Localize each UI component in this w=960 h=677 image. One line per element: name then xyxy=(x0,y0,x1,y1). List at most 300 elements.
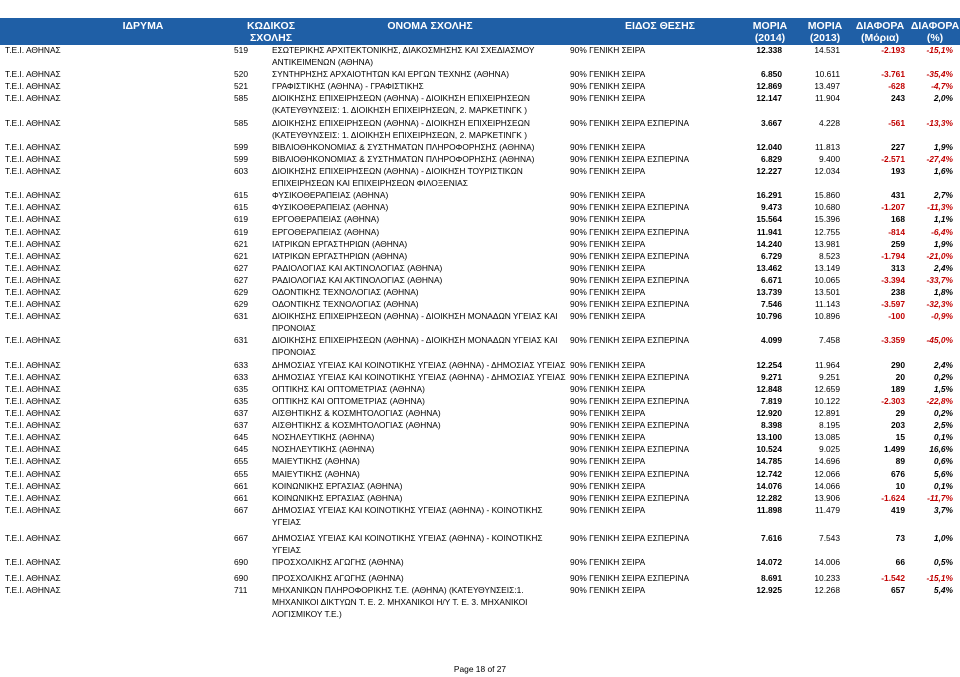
school-name-cell: ΔΗΜΟΣΙΑΣ ΥΓΕΙΑΣ ΚΑΙ ΚΟΙΝΟΤΙΚΗΣ ΥΓΕΙΑΣ (ΑΘΗΝΑ) - ΔΗΜΟΣΙΑΣ ΥΓΕΙΑΣ xyxy=(272,371,566,382)
code-cell: 661 xyxy=(234,480,248,491)
moria-2013-cell: 7.543 xyxy=(819,533,840,543)
institution-cell: Τ.Ε.Ι. ΑΘΗΝΑΣ xyxy=(5,214,61,225)
moria-2014-cell: 12.742 xyxy=(756,468,782,479)
code-cell: 615 xyxy=(234,190,248,201)
position-type-cell: 90% ΓΕΝΙΚΗ ΣΕΙΡΑ xyxy=(570,383,646,394)
diff-points-cell: -2.571 xyxy=(881,153,905,164)
diff-percent-cell: 16,6% xyxy=(929,444,953,455)
diff-points-cell: 10 xyxy=(895,480,905,491)
position-type-cell: 90% ΓΕΝΙΚΗ ΣΕΙΡΑ ΕΣΠΕΡΙΝΑ xyxy=(570,202,690,213)
position-type-cell: 90% ΓΕΝΙΚΗ ΣΕΙΡΑ xyxy=(570,557,646,568)
school-name-cell: ΠΡΟΣΧΟΛΙΚΗΣ ΑΓΩΓΗΣ (ΑΘΗΝΑ) xyxy=(272,557,404,568)
page-title: ΣΥΓΚΡΙΤΙΚΟ ΒΑΣΕΩΝ --ΕΠΙΛΟΓΗ 90% ΓΕΛ,ΕΠΑΛΒ-- 2014 & 2013 xyxy=(242,0,718,17)
code-cell: 655 xyxy=(234,468,248,479)
institution-cell: Τ.Ε.Ι. ΑΘΗΝΑΣ xyxy=(5,166,61,176)
diff-points-cell: 29 xyxy=(895,408,905,418)
school-name-cell: ΦΥΣΙΚΟΘΕΡΑΠΕΙΑΣ (ΑΘΗΝΑ) xyxy=(272,202,389,213)
code-cell: 645 xyxy=(234,444,248,455)
moria-2013-cell: 15.860 xyxy=(814,190,840,201)
institution-cell: Τ.Ε.Ι. ΑΘΗΝΑΣ xyxy=(5,226,61,237)
school-name-cell: ΑΙΣΘΗΤΙΚΗΣ & ΚΟΣΜΗΤΟΛΟΓΙΑΣ (ΑΘΗΝΑ) xyxy=(272,420,441,431)
position-type-cell: 90% ΓΕΝΙΚΗ ΣΕΙΡΑ xyxy=(570,504,646,515)
institution-cell: Τ.Ε.Ι. ΑΘΗΝΑΣ xyxy=(5,492,61,503)
moria-2014-cell: 8.691 xyxy=(761,573,782,584)
institution-cell: Τ.Ε.Ι. ΑΘΗΝΑΣ xyxy=(5,299,61,310)
institution-cell: Τ.Ε.Ι. ΑΘΗΝΑΣ xyxy=(5,311,61,322)
moria-2013-cell: 14.696 xyxy=(814,456,840,467)
moria-2014-cell: 6.829 xyxy=(761,153,782,164)
code-cell: 627 xyxy=(234,262,248,273)
position-type-cell: 90% ΓΕΝΙΚΗ ΣΕΙΡΑ xyxy=(570,456,646,467)
moria-2014-cell: 14.240 xyxy=(756,238,782,249)
institution-cell: Τ.Ε.Ι. ΑΘΗΝΑΣ xyxy=(5,504,61,515)
moria-2013-cell: 10.896 xyxy=(814,311,840,322)
diff-percent-cell: -11,3% xyxy=(927,202,953,213)
code-cell: 667 xyxy=(234,533,248,543)
diff-points-cell: -814 xyxy=(888,226,905,237)
diff-points-cell: 20 xyxy=(895,371,905,382)
code-cell: 690 xyxy=(234,573,248,584)
moria-2014-cell: 6.729 xyxy=(761,250,782,261)
diff-percent-cell: -6,4% xyxy=(931,226,953,237)
diff-percent-cell: 5,6% xyxy=(933,468,953,479)
moria-2013-cell: 9.400 xyxy=(819,153,840,164)
moria-2013-cell: 10.065 xyxy=(814,274,840,285)
code-cell: 667 xyxy=(234,504,248,515)
code-cell: 645 xyxy=(234,432,248,443)
diff-points-cell: -1.794 xyxy=(881,250,905,261)
diff-percent-cell: 1,5% xyxy=(933,383,953,394)
diff-percent-cell: 2,7% xyxy=(933,190,953,201)
institution-cell: Τ.Ε.Ι. ΑΘΗΝΑΣ xyxy=(5,371,61,382)
diff-percent-cell: 1,9% xyxy=(933,238,953,249)
position-type-cell: 90% ΓΕΝΙΚΗ ΣΕΙΡΑ xyxy=(570,81,646,92)
diff-percent-cell: -27,4% xyxy=(926,153,953,164)
diff-percent-cell: 0,5% xyxy=(933,557,953,568)
code-cell: 637 xyxy=(234,420,248,431)
code-cell: 629 xyxy=(234,287,248,297)
institution-cell: Τ.Ε.Ι. ΑΘΗΝΑΣ xyxy=(5,383,61,394)
moria-2014-cell: 7.616 xyxy=(761,533,782,543)
diff-percent-cell: -0,9% xyxy=(931,311,953,322)
diff-points-cell: 431 xyxy=(891,190,905,201)
position-type-cell: 90% ΓΕΝΙΚΗ ΣΕΙΡΑ ΕΣΠΕΡΙΝΑ xyxy=(570,420,690,431)
moria-2014-cell: 12.925 xyxy=(756,585,782,596)
position-type-cell: 90% ΓΕΝΙΚΗ ΣΕΙΡΑ ΕΣΠΕΡΙΝΑ xyxy=(570,153,690,164)
diff-percent-cell: 0,6% xyxy=(933,456,953,467)
code-cell: 637 xyxy=(234,408,248,418)
school-name-cell: ΡΑΔΙΟΛΟΓΙΑΣ ΚΑΙ ΑΚΤΙΝΟΛΟΓΙΑΣ (ΑΘΗΝΑ) xyxy=(272,262,443,273)
code-cell: 585 xyxy=(234,93,248,104)
diff-points-cell: 89 xyxy=(895,456,905,467)
moria-2014-cell: 12.848 xyxy=(756,383,782,394)
diff-percent-cell: 2,4% xyxy=(933,262,953,273)
diff-points-cell: 419 xyxy=(891,504,905,515)
header-diff-percent: ΔΙΑΦΟΡΑ (%) xyxy=(910,20,960,44)
diff-percent-cell: 1,0% xyxy=(933,533,953,543)
diff-percent-cell: -22,8% xyxy=(926,395,953,406)
moria-2014-cell: 12.147 xyxy=(756,93,782,104)
school-name-cell: ΔΙΟΙΚΗΣΗΣ ΕΠΙΧΕΙΡΗΣΕΩΝ (ΑΘΗΝΑ) - ΔΙΟΙΚΗΣΗ ΜΟΝΑΔΩΝ ΥΓΕΙΑΣ ΚΑΙ ΠΡΟΝΟΙΑΣ xyxy=(272,311,558,334)
moria-2013-cell: 4.228 xyxy=(819,117,840,128)
diff-points-cell: 73 xyxy=(895,533,905,543)
position-type-cell: 90% ΓΕΝΙΚΗ ΣΕΙΡΑ ΕΣΠΕΡΙΝΑ xyxy=(570,371,690,382)
table-header xyxy=(0,18,960,45)
diff-points-cell: 259 xyxy=(891,238,905,249)
institution-cell: Τ.Ε.Ι. ΑΘΗΝΑΣ xyxy=(5,468,61,479)
diff-percent-cell: 0,2% xyxy=(933,408,953,418)
code-cell: 690 xyxy=(234,557,248,568)
moria-2014-cell: 12.040 xyxy=(756,141,782,152)
school-name-cell: ΙΑΤΡΙΚΩΝ ΕΡΓΑΣΤΗΡΙΩΝ (ΑΘΗΝΑ) xyxy=(272,250,408,261)
code-cell: 619 xyxy=(234,214,248,225)
diff-points-cell: 189 xyxy=(891,383,905,394)
code-cell: 631 xyxy=(234,311,248,322)
moria-2013-cell: 10.122 xyxy=(814,395,840,406)
code-cell: 599 xyxy=(234,141,248,152)
moria-2014-cell: 14.076 xyxy=(756,480,782,491)
school-name-cell: ΝΟΣΗΛΕΥΤΙΚΗΣ (ΑΘΗΝΑ) xyxy=(272,432,375,443)
header-code: ΚΩΔΙΚΟΣ ΣΧΟΛΗΣ xyxy=(246,20,296,44)
institution-cell: Τ.Ε.Ι. ΑΘΗΝΑΣ xyxy=(5,585,61,596)
position-type-cell: 90% ΓΕΝΙΚΗ ΣΕΙΡΑ ΕΣΠΕΡΙΝΑ xyxy=(570,492,690,503)
school-name-cell: ΝΟΣΗΛΕΥΤΙΚΗΣ (ΑΘΗΝΑ) xyxy=(272,444,375,455)
position-type-cell: 90% ΓΕΝΙΚΗ ΣΕΙΡΑ xyxy=(570,166,646,176)
diff-points-cell: 1.499 xyxy=(884,444,905,455)
moria-2014-cell: 4.099 xyxy=(761,335,782,346)
header-type: ΕΙΔΟΣ ΘΕΣΗΣ xyxy=(625,20,695,32)
moria-2013-cell: 13.906 xyxy=(814,492,840,503)
diff-percent-cell: 1,6% xyxy=(933,166,953,176)
position-type-cell: 90% ΓΕΝΙΚΗ ΣΕΙΡΑ xyxy=(570,190,646,201)
institution-cell: Τ.Ε.Ι. ΑΘΗΝΑΣ xyxy=(5,456,61,467)
school-name-cell: ΔΙΟΙΚΗΣΗΣ ΕΠΙΧΕΙΡΗΣΕΩΝ (ΑΘΗΝΑ) - ΔΙΟΙΚΗΣΗ ΜΟΝΑΔΩΝ ΥΓΕΙΑΣ ΚΑΙ ΠΡΟΝΟΙΑΣ xyxy=(272,335,558,358)
code-cell: 635 xyxy=(234,395,248,406)
code-cell: 629 xyxy=(234,299,248,310)
position-type-cell: 90% ΓΕΝΙΚΗ ΣΕΙΡΑ ΕΣΠΕΡΙΝΑ xyxy=(570,444,690,455)
school-name-cell: ΡΑΔΙΟΛΟΓΙΑΣ ΚΑΙ ΑΚΤΙΝΟΛΟΓΙΑΣ (ΑΘΗΝΑ) xyxy=(272,274,443,285)
diff-points-cell: -1.542 xyxy=(881,573,905,584)
diff-percent-cell: 1,1% xyxy=(933,214,953,225)
diff-points-cell: -3.394 xyxy=(881,274,905,285)
page-footer: Page 18 of 27 xyxy=(453,664,507,674)
moria-2013-cell: 11.904 xyxy=(815,93,840,104)
moria-2014-cell: 12.338 xyxy=(756,45,782,55)
diff-percent-cell: -32,3% xyxy=(926,299,953,310)
position-type-cell: 90% ΓΕΝΙΚΗ ΣΕΙΡΑ xyxy=(570,585,646,596)
diff-points-cell: 238 xyxy=(891,287,905,297)
diff-percent-cell: 0,1% xyxy=(933,432,953,443)
diff-points-cell: 168 xyxy=(891,214,905,225)
diff-points-cell: -100 xyxy=(888,311,905,322)
code-cell: 711 xyxy=(234,585,248,596)
diff-percent-cell: -13,3% xyxy=(926,117,953,128)
code-cell: 655 xyxy=(234,456,248,467)
header-moria-2013: ΜΟΡΙΑ (2013) xyxy=(807,20,843,44)
code-cell: 603 xyxy=(234,166,248,176)
moria-2014-cell: 13.739 xyxy=(756,287,782,297)
institution-cell: Τ.Ε.Ι. ΑΘΗΝΑΣ xyxy=(5,250,61,261)
moria-2014-cell: 3.667 xyxy=(761,117,782,128)
diff-percent-cell: -15,1% xyxy=(926,45,953,55)
moria-2014-cell: 12.869 xyxy=(756,81,782,92)
position-type-cell: 90% ΓΕΝΙΚΗ ΣΕΙΡΑ xyxy=(570,69,646,80)
school-name-cell: ΟΠΤΙΚΗΣ ΚΑΙ ΟΠΤΟΜΕΤΡΙΑΣ (ΑΘΗΝΑ) xyxy=(272,383,425,394)
school-name-cell: ΒΙΒΛΙΟΘΗΚΟΝΟΜΙΑΣ & ΣΥΣΤΗΜΑΤΩΝ ΠΛΗΡΟΦΟΡΗΣΗΣ (ΑΘΗΝΑ) xyxy=(272,141,535,152)
position-type-cell: 90% ΓΕΝΙΚΗ ΣΕΙΡΑ xyxy=(570,93,646,104)
moria-2014-cell: 16.291 xyxy=(756,190,782,201)
moria-2013-cell: 12.659 xyxy=(814,383,840,394)
moria-2013-cell: 13.085 xyxy=(814,432,840,443)
institution-cell: Τ.Ε.Ι. ΑΘΗΝΑΣ xyxy=(5,93,61,104)
school-name-cell: ΙΑΤΡΙΚΩΝ ΕΡΓΑΣΤΗΡΙΩΝ (ΑΘΗΝΑ) xyxy=(272,238,408,249)
position-type-cell: 90% ΓΕΝΙΚΗ ΣΕΙΡΑ ΕΣΠΕΡΙΝΑ xyxy=(570,468,690,479)
diff-points-cell: 676 xyxy=(891,468,905,479)
moria-2014-cell: 7.819 xyxy=(761,395,782,406)
position-type-cell: 90% ΓΕΝΙΚΗ ΣΕΙΡΑ xyxy=(570,141,646,152)
moria-2013-cell: 12.268 xyxy=(814,585,840,596)
position-type-cell: 90% ΓΕΝΙΚΗ ΣΕΙΡΑ xyxy=(570,480,646,491)
position-type-cell: 90% ΓΕΝΙΚΗ ΣΕΙΡΑ xyxy=(570,262,646,273)
institution-cell: Τ.Ε.Ι. ΑΘΗΝΑΣ xyxy=(5,81,61,92)
school-name-cell: ΑΙΣΘΗΤΙΚΗΣ & ΚΟΣΜΗΤΟΛΟΓΙΑΣ (ΑΘΗΝΑ) xyxy=(272,408,441,418)
moria-2013-cell: 13.981 xyxy=(814,238,840,249)
moria-2013-cell: 11.143 xyxy=(815,299,840,310)
moria-2013-cell: 13.501 xyxy=(814,287,840,297)
moria-2013-cell: 12.034 xyxy=(814,166,840,176)
institution-cell: Τ.Ε.Ι. ΑΘΗΝΑΣ xyxy=(5,573,61,584)
moria-2013-cell: 15.396 xyxy=(814,214,840,225)
moria-2013-cell: 13.497 xyxy=(814,81,840,92)
moria-2014-cell: 9.271 xyxy=(761,371,782,382)
code-cell: 661 xyxy=(234,492,248,503)
school-name-cell: ΜΗΧΑΝΙΚΩΝ ΠΛΗΡΟΦΟΡΙΚΗΣ Τ.Ε. (ΑΘΗΝΑ) (ΚΑΤΕΥΘΥΝΣΕΙΣ:1. ΜΗΧΑΝΙΚΟΙ ΔΙΚΤΥΩΝ Τ. Ε. 2. ΜΗΧΑΝΙΚΟΙ Η/Υ Τ. Ε. 3. ΜΗΧΑΝΙΚΟΙ ΛΟΓΙΣΜΙΚΟΥ Τ.Ε.) xyxy=(272,585,528,620)
moria-2014-cell: 9.473 xyxy=(761,202,782,213)
diff-percent-cell: -4,7% xyxy=(931,81,953,92)
school-name-cell: ΒΙΒΛΙΟΘΗΚΟΝΟΜΙΑΣ & ΣΥΣΤΗΜΑΤΩΝ ΠΛΗΡΟΦΟΡΗΣΗΣ (ΑΘΗΝΑ) xyxy=(272,153,535,164)
moria-2014-cell: 12.920 xyxy=(756,408,782,418)
moria-2014-cell: 14.072 xyxy=(756,557,782,568)
diff-percent-cell: -21,0% xyxy=(926,250,953,261)
institution-cell: Τ.Ε.Ι. ΑΘΗΝΑΣ xyxy=(5,274,61,285)
diff-points-cell: -2.303 xyxy=(881,395,905,406)
school-name-cell: ΔΙΟΙΚΗΣΗΣ ΕΠΙΧΕΙΡΗΣΕΩΝ (ΑΘΗΝΑ) - ΔΙΟΙΚΗΣΗ ΕΠΙΧΕΙΡΗΣΕΩΝ (ΚΑΤΕΥΘΥΝΣΕΙΣ: 1. ΔΙΟΙΚΗΣΗ ΕΠΙΧΕΙΡΗΣΕΩΝ, 2. ΜΑΡΚΕΤΙΝΓΚ ) xyxy=(272,93,530,116)
diff-points-cell: 227 xyxy=(891,141,905,152)
institution-cell: Τ.Ε.Ι. ΑΘΗΝΑΣ xyxy=(5,202,61,213)
code-cell: 619 xyxy=(234,226,248,237)
institution-cell: Τ.Ε.Ι. ΑΘΗΝΑΣ xyxy=(5,262,61,273)
diff-points-cell: 66 xyxy=(895,557,905,568)
school-name-cell: ΠΡΟΣΧΟΛΙΚΗΣ ΑΓΩΓΗΣ (ΑΘΗΝΑ) xyxy=(272,573,404,584)
institution-cell: Τ.Ε.Ι. ΑΘΗΝΑΣ xyxy=(5,69,61,80)
diff-points-cell: 203 xyxy=(891,420,905,431)
code-cell: 599 xyxy=(234,153,248,164)
moria-2014-cell: 13.462 xyxy=(756,262,782,273)
header-diff-points: ΔΙΑΦΟΡΑ (Μόρια) xyxy=(855,20,905,44)
diff-percent-cell: 1,9% xyxy=(933,141,953,152)
institution-cell: Τ.Ε.Ι. ΑΘΗΝΑΣ xyxy=(5,190,61,201)
diff-points-cell: 290 xyxy=(891,359,905,370)
institution-cell: Τ.Ε.Ι. ΑΘΗΝΑΣ xyxy=(5,408,61,418)
moria-2014-cell: 6.850 xyxy=(761,69,782,80)
position-type-cell: 90% ΓΕΝΙΚΗ ΣΕΙΡΑ ΕΣΠΕΡΙΝΑ xyxy=(570,250,690,261)
school-name-cell: ΕΣΩΤΕΡΙΚΗΣ ΑΡΧΙΤΕΚΤΟΝΙΚΗΣ, ΔΙΑΚΟΣΜΗΣΗΣ ΚΑΙ ΣΧΕΔΙΑΣΜΟΥ ΑΝΤΙΚΕΙΜΕΝΩΝ (ΑΘΗΝΑ) xyxy=(272,45,535,67)
institution-cell: Τ.Ε.Ι. ΑΘΗΝΑΣ xyxy=(5,395,61,406)
diff-points-cell: -3.359 xyxy=(881,335,905,346)
moria-2013-cell: 9.025 xyxy=(819,444,840,455)
position-type-cell: 90% ΓΕΝΙΚΗ ΣΕΙΡΑ ΕΣΠΕΡΙΝΑ xyxy=(570,395,690,406)
school-name-cell: ΟΠΤΙΚΗΣ ΚΑΙ ΟΠΤΟΜΕΤΡΙΑΣ (ΑΘΗΝΑ) xyxy=(272,395,425,406)
moria-2014-cell: 12.282 xyxy=(756,492,782,503)
school-name-cell: ΕΡΓΟΘΕΡΑΠΕΙΑΣ (ΑΘΗΝΑ) xyxy=(272,226,380,237)
code-cell: 633 xyxy=(234,359,248,370)
diff-points-cell: -3.597 xyxy=(881,299,905,310)
moria-2013-cell: 11.964 xyxy=(815,359,840,370)
institution-cell: Τ.Ε.Ι. ΑΘΗΝΑΣ xyxy=(5,444,61,455)
institution-cell: Τ.Ε.Ι. ΑΘΗΝΑΣ xyxy=(5,480,61,491)
position-type-cell: 90% ΓΕΝΙΚΗ ΣΕΙΡΑ xyxy=(570,408,646,418)
institution-cell: Τ.Ε.Ι. ΑΘΗΝΑΣ xyxy=(5,153,61,164)
moria-2014-cell: 10.524 xyxy=(756,444,782,455)
moria-2014-cell: 6.671 xyxy=(761,274,782,285)
moria-2013-cell: 12.066 xyxy=(814,468,840,479)
position-type-cell: 90% ΓΕΝΙΚΗ ΣΕΙΡΑ ΕΣΠΕΡΙΝΑ xyxy=(570,226,690,237)
moria-2013-cell: 11.479 xyxy=(815,504,840,515)
school-name-cell: ΔΗΜΟΣΙΑΣ ΥΓΕΙΑΣ ΚΑΙ ΚΟΙΝΟΤΙΚΗΣ ΥΓΕΙΑΣ (ΑΘΗΝΑ) - ΚΟΙΝΟΤΙΚΗΣ ΥΓΕΙΑΣ xyxy=(272,504,543,527)
diff-percent-cell: -45,0% xyxy=(926,335,953,346)
school-name-cell: ΕΡΓΟΘΕΡΑΠΕΙΑΣ (ΑΘΗΝΑ) xyxy=(272,214,380,225)
moria-2013-cell: 9.251 xyxy=(819,371,840,382)
diff-percent-cell: -35,4% xyxy=(926,69,953,80)
diff-points-cell: 193 xyxy=(891,166,905,176)
moria-2014-cell: 11.941 xyxy=(756,226,782,237)
school-name-cell: ΜΑΙΕΥΤΙΚΗΣ (ΑΘΗΝΑ) xyxy=(272,468,360,479)
position-type-cell: 90% ΓΕΝΙΚΗ ΣΕΙΡΑ xyxy=(570,311,646,322)
position-type-cell: 90% ΓΕΝΙΚΗ ΣΕΙΡΑ ΕΣΠΕΡΙΝΑ xyxy=(570,533,690,543)
moria-2013-cell: 13.149 xyxy=(814,262,840,273)
code-cell: 621 xyxy=(234,238,248,249)
code-cell: 615 xyxy=(234,202,248,213)
institution-cell: Τ.Ε.Ι. ΑΘΗΝΑΣ xyxy=(5,238,61,249)
school-name-cell: ΔΙΟΙΚΗΣΗΣ ΕΠΙΧΕΙΡΗΣΕΩΝ (ΑΘΗΝΑ) - ΔΙΟΙΚΗΣΗ ΕΠΙΧΕΙΡΗΣΕΩΝ (ΚΑΤΕΥΘΥΝΣΕΙΣ: 1. ΔΙΟΙΚΗΣΗ ΕΠΙΧΕΙΡΗΣΕΩΝ, 2. ΜΑΡΚΕΤΙΝΓΚ ) xyxy=(272,117,530,140)
position-type-cell: 90% ΓΕΝΙΚΗ ΣΕΙΡΑ xyxy=(570,45,646,55)
school-name-cell: ΓΡΑΦΙΣΤΙΚΗΣ (ΑΘΗΝΑ) - ΓΡΑΦΙΣΤΙΚΗΣ xyxy=(272,81,424,92)
institution-cell: Τ.Ε.Ι. ΑΘΗΝΑΣ xyxy=(5,117,61,128)
diff-points-cell: 657 xyxy=(891,585,905,596)
moria-2014-cell: 14.785 xyxy=(756,456,782,467)
moria-2014-cell: 15.564 xyxy=(756,214,782,225)
diff-percent-cell: 1,8% xyxy=(933,287,953,297)
diff-points-cell: 15 xyxy=(895,432,905,443)
moria-2014-cell: 7.546 xyxy=(761,299,782,310)
code-cell: 520 xyxy=(234,69,248,80)
school-name-cell: ΦΥΣΙΚΟΘΕΡΑΠΕΙΑΣ (ΑΘΗΝΑ) xyxy=(272,190,389,201)
diff-points-cell: -1.207 xyxy=(881,202,905,213)
institution-cell: Τ.Ε.Ι. ΑΘΗΝΑΣ xyxy=(5,432,61,443)
position-type-cell: 90% ΓΕΝΙΚΗ ΣΕΙΡΑ xyxy=(570,359,646,370)
moria-2013-cell: 10.611 xyxy=(815,69,840,80)
school-name-cell: ΚΟΙΝΩΝΙΚΗΣ ΕΡΓΑΣΙΑΣ (ΑΘΗΝΑ) xyxy=(272,480,403,491)
code-cell: 521 xyxy=(234,81,248,92)
diff-percent-cell: 2,4% xyxy=(933,359,953,370)
diff-percent-cell: 5,4% xyxy=(933,585,953,596)
code-cell: 627 xyxy=(234,274,248,285)
diff-points-cell: -2.193 xyxy=(881,45,905,55)
school-name-cell: ΔΗΜΟΣΙΑΣ ΥΓΕΙΑΣ ΚΑΙ ΚΟΙΝΟΤΙΚΗΣ ΥΓΕΙΑΣ (ΑΘΗΝΑ) - ΔΗΜΟΣΙΑΣ ΥΓΕΙΑΣ xyxy=(272,359,566,370)
position-type-cell: 90% ΓΕΝΙΚΗ ΣΕΙΡΑ ΕΣΠΕΡΙΝΑ xyxy=(570,335,690,346)
school-name-cell: ΜΑΙΕΥΤΙΚΗΣ (ΑΘΗΝΑ) xyxy=(272,456,360,467)
school-name-cell: ΚΟΙΝΩΝΙΚΗΣ ΕΡΓΑΣΙΑΣ (ΑΘΗΝΑ) xyxy=(272,492,403,503)
moria-2013-cell: 12.755 xyxy=(814,226,840,237)
moria-2014-cell: 12.254 xyxy=(756,359,782,370)
institution-cell: Τ.Ε.Ι. ΑΘΗΝΑΣ xyxy=(5,533,61,543)
moria-2013-cell: 14.066 xyxy=(814,480,840,491)
school-name-cell: ΔΙΟΙΚΗΣΗΣ ΕΠΙΧΕΙΡΗΣΕΩΝ (ΑΘΗΝΑ) - ΔΙΟΙΚΗΣΗ ΤΟΥΡΙΣΤΙΚΩΝ ΕΠΙΧΕΙΡΗΣΕΩΝ ΚΑΙ ΕΠΙΧΕΙΡΗΣΕΩΝ ΦΙΛΟΞΕΝΙΑΣ xyxy=(272,166,523,188)
diff-points-cell: 313 xyxy=(891,262,905,273)
school-name-cell: ΔΗΜΟΣΙΑΣ ΥΓΕΙΑΣ ΚΑΙ ΚΟΙΝΟΤΙΚΗΣ ΥΓΕΙΑΣ (ΑΘΗΝΑ) - ΚΟΙΝΟΤΙΚΗΣ ΥΓΕΙΑΣ xyxy=(272,533,543,555)
institution-cell: Τ.Ε.Ι. ΑΘΗΝΑΣ xyxy=(5,420,61,431)
moria-2013-cell: 8.195 xyxy=(819,420,840,431)
moria-2013-cell: 10.233 xyxy=(814,573,840,584)
school-name-cell: ΟΔΟΝΤΙΚΗΣ ΤΕΧΝΟΛΟΓΙΑΣ (ΑΘΗΝΑ) xyxy=(272,287,419,297)
position-type-cell: 90% ΓΕΝΙΚΗ ΣΕΙΡΑ ΕΣΠΕΡΙΝΑ xyxy=(570,274,690,285)
diff-percent-cell: 2,5% xyxy=(933,420,953,431)
moria-2013-cell: 14.006 xyxy=(814,557,840,568)
moria-2014-cell: 11.898 xyxy=(756,504,782,515)
position-type-cell: 90% ΓΕΝΙΚΗ ΣΕΙΡΑ ΕΣΠΕΡΙΝΑ xyxy=(570,573,690,584)
code-cell: 631 xyxy=(234,335,248,346)
position-type-cell: 90% ΓΕΝΙΚΗ ΣΕΙΡΑ ΕΣΠΕΡΙΝΑ xyxy=(570,299,690,310)
diff-points-cell: -1.624 xyxy=(881,492,905,503)
diff-percent-cell: -11,7% xyxy=(927,492,953,503)
diff-points-cell: -3.761 xyxy=(881,69,905,80)
school-name-cell: ΣΥΝΤΗΡΗΣΗΣ ΑΡΧΑΙΟΤΗΤΩΝ ΚΑΙ ΕΡΓΩΝ ΤΕΧΝΗΣ (ΑΘΗΝΑ) xyxy=(272,69,509,80)
diff-percent-cell: -33,7% xyxy=(926,274,953,285)
moria-2013-cell: 12.891 xyxy=(814,408,840,418)
diff-percent-cell: 0,1% xyxy=(933,480,953,491)
diff-percent-cell: -15,1% xyxy=(926,573,953,584)
code-cell: 633 xyxy=(234,371,248,382)
diff-percent-cell: 2,0% xyxy=(933,93,953,104)
code-cell: 621 xyxy=(234,250,248,261)
institution-cell: Τ.Ε.Ι. ΑΘΗΝΑΣ xyxy=(5,287,61,297)
code-cell: 585 xyxy=(234,117,248,128)
moria-2014-cell: 12.227 xyxy=(756,166,782,176)
position-type-cell: 90% ΓΕΝΙΚΗ ΣΕΙΡΑ xyxy=(570,238,646,249)
moria-2014-cell: 8.398 xyxy=(761,420,782,431)
moria-2013-cell: 7.458 xyxy=(819,335,840,346)
code-cell: 519 xyxy=(234,45,248,55)
diff-points-cell: -561 xyxy=(888,117,905,128)
moria-2013-cell: 10.680 xyxy=(814,202,840,213)
header-institution: ΙΔΡΥΜΑ xyxy=(122,20,164,32)
position-type-cell: 90% ΓΕΝΙΚΗ ΣΕΙΡΑ xyxy=(570,214,646,225)
institution-cell: Τ.Ε.Ι. ΑΘΗΝΑΣ xyxy=(5,335,61,346)
institution-cell: Τ.Ε.Ι. ΑΘΗΝΑΣ xyxy=(5,141,61,152)
moria-2014-cell: 13.100 xyxy=(756,432,782,443)
position-type-cell: 90% ΓΕΝΙΚΗ ΣΕΙΡΑ xyxy=(570,287,646,297)
diff-points-cell: -628 xyxy=(888,81,905,92)
moria-2013-cell: 8.523 xyxy=(819,250,840,261)
institution-cell: Τ.Ε.Ι. ΑΘΗΝΑΣ xyxy=(5,557,61,568)
school-name-cell: ΟΔΟΝΤΙΚΗΣ ΤΕΧΝΟΛΟΓΙΑΣ (ΑΘΗΝΑ) xyxy=(272,299,419,310)
position-type-cell: 90% ΓΕΝΙΚΗ ΣΕΙΡΑ ΕΣΠΕΡΙΝΑ xyxy=(570,117,690,128)
header-name: ΟΝΟΜΑ ΣΧΟΛΗΣ xyxy=(387,20,473,32)
institution-cell: Τ.Ε.Ι. ΑΘΗΝΑΣ xyxy=(5,45,61,55)
diff-percent-cell: 0,2% xyxy=(933,371,953,382)
diff-points-cell: 243 xyxy=(891,93,905,104)
header-moria-2014: ΜΟΡΙΑ (2014) xyxy=(752,20,788,44)
